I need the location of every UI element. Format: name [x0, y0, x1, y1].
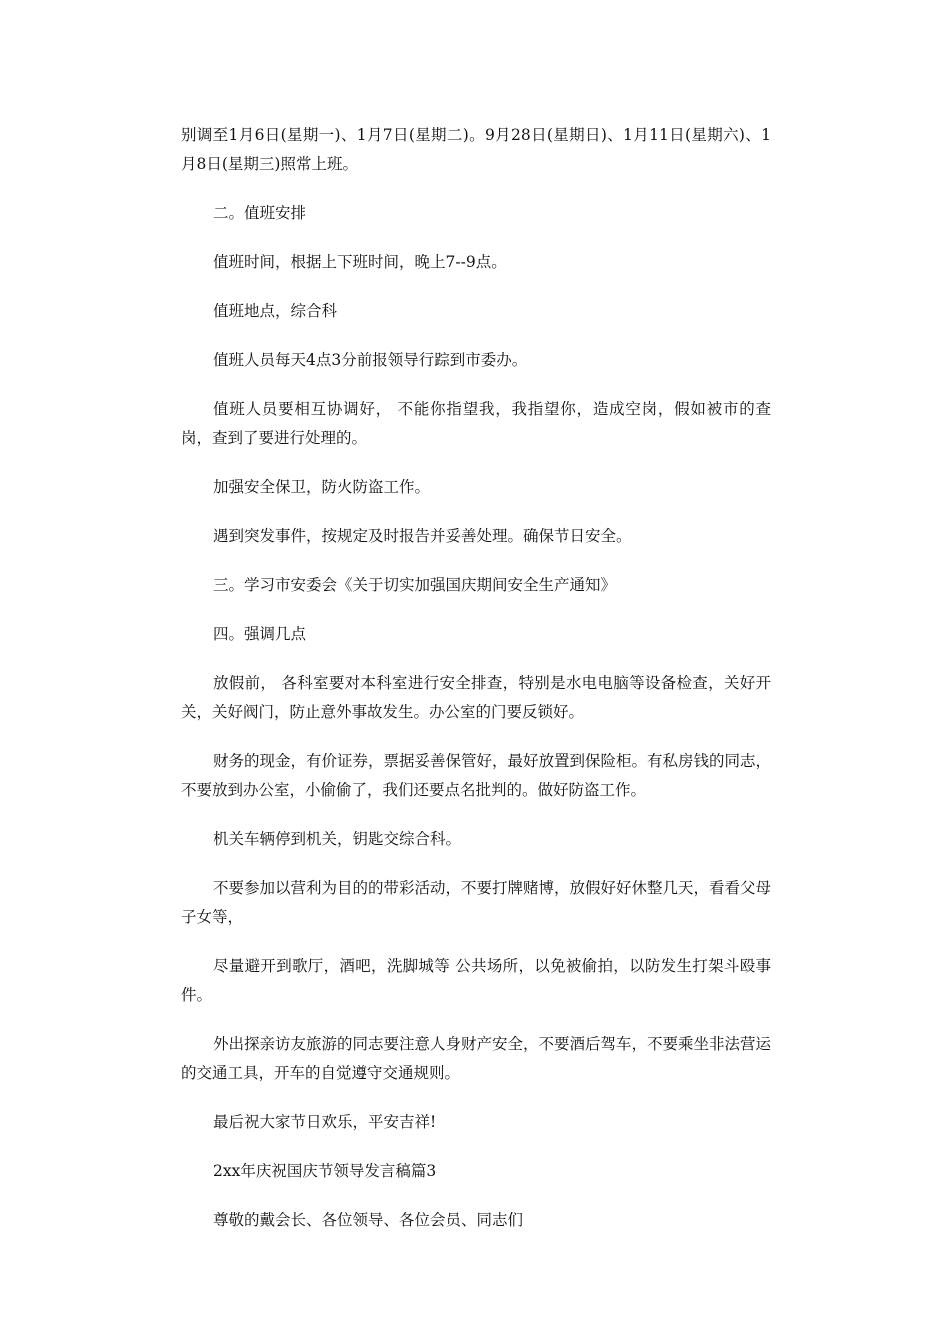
paragraph-emergency: 遇到突发事件，按规定及时报告并妥善处理。确保节日安全。: [213, 527, 632, 545]
paragraph-duty-report: 值班人员每天4点3分前报领导行踪到市委办。: [213, 351, 528, 369]
section-title-speech-3: 2xx年庆祝国庆节领导发言稿篇3: [213, 1162, 437, 1180]
paragraph-no-gambling: 不要参加以营利为目的的带彩活动，不要打牌赌博，放假好好休整几天，看看父母子女等，: [181, 879, 772, 926]
heading-key-points: 四。强调几点: [213, 625, 307, 643]
paragraph-duty-coordination: 值班人员要相互协调好， 不能你指望我，我指望你，造成空岗，假如被市的查岗，查到了要进行处理的。: [181, 400, 771, 447]
paragraph-duty-location: 值班地点，综合科: [213, 302, 338, 320]
paragraph-safety-check: 放假前， 各科室要对本科室进行安全排查，特别是水电电脑等设备检查，关好开关，关好阀门，防止意外事故发生。办公室的门要反锁好。: [181, 674, 771, 721]
document-body: [181, 121, 771, 1255]
paragraph-vehicles: 机关车辆停到机关，钥匙交综合科。: [213, 830, 462, 848]
paragraph-travel-safety: 外出探亲访友旅游的同志要注意人身财产安全，不要酒后驾车，不要乘坐非法营运的交通工具，开车的自觉遵守交通规则。: [181, 1035, 772, 1082]
paragraph-closing-wishes: 最后祝大家节日欢乐，平安吉祥!: [213, 1113, 437, 1131]
heading-duty-arrangement: 二。值班安排: [213, 204, 307, 222]
paragraph-duty-time: 值班时间，根据上下班时间，晚上7--9点。: [213, 253, 507, 271]
paragraph-security: 加强安全保卫，防火防盗工作。: [213, 478, 431, 496]
paragraph-finance: 财务的现金，有价证券，票据妥善保管好，最好放置到保险柜。有私房钱的同志，不要放到办公室，小偷偷了，我们还要点名批判的。做好防盗工作。: [181, 752, 772, 799]
paragraph-salutation: 尊敬的戴会长、各位领导、各位会员、同志们: [213, 1211, 524, 1229]
paragraph-avoid-venues: 尽量避开到歌厅，酒吧，洗脚城等 公共场所，以免被偷拍，以防发生打架斗殴事件。: [181, 957, 771, 1004]
heading-study-notice: 三。学习市安委会《关于切实加强国庆期间安全生产通知》: [213, 576, 617, 594]
paragraph-holiday-adjustment: 别调至1月6日(星期一)、1月7日(星期二)。9月28日(星期日)、1月11日(星期六)、1月8日(星期三)照常上班。: [181, 126, 771, 173]
